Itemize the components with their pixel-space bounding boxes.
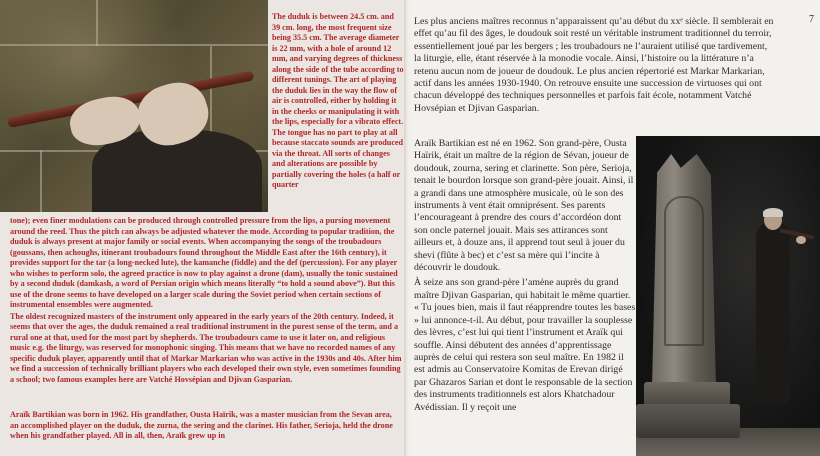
duduk-player-photo — [0, 0, 268, 212]
right-page — [410, 0, 820, 456]
left-page — [0, 0, 408, 456]
page-number: 7 — [809, 14, 814, 25]
duduk-description-continued — [10, 216, 402, 385]
french-paragraph-3: À seize ans son grand-père l’amène auprès du grand maître Djivan Gasparian, qui habitait le même quartier. « Tu joues bien, mais il faut réapprendre toutes les bases » lui annonce-t-il. Au début, pour travailler la souplesse des lèvres, c’est lui qui tient l’instrument et Araïk qui souffle. Ainsi débutent des années d’apprentissage auprès de celui qui restera son seul maître. En 1982 il est admis au Conservatoire Komitas de Erevan dirigé par Ghazaros Sarian et dont le responsable de la section des instruments traditionnels est alors Khatchadour Avédissian. Il y reçoit une — [414, 277, 636, 413]
french-paragraph-1: Les plus anciens maîtres reconnus n’apparaissent qu’au début du xxᵉ siècle. Il semblerait en effet qu’au fil des âges, le doudouk soit resté un véritable instrument traditionnel du terroir, essentiellement joué par les bergers ; les troubadours ne l’auraient utilisé que tardivement, la liturgie, elle, étant réservée à la monodie vocale. Ainsi, l’histoire ou la littérature n’a retenu aucun nom de joueur de doudouk. Le plus ancien répertorié est Markar Markarian, actif dans les années 1930-1940. On retrouve ensuite une succession de virtuoses qui ont chacun développé des techniques personnelles et parfois fait école, notamment Vatché Hovsépian et Djivan Gasparian. — [414, 16, 774, 114]
english-biography-paragraph: Araïk Bartikian was born in 1962. His grandfather, Ousta Haïrik, was a master musician from the Sevan area, an accomplished player on the duduk, the zurna, the sering and the clarinet. His father, Serioja, held the drone when his grandfather played. All in all, then, Araïk grew up in — [10, 410, 393, 440]
duduk-description-sidebar: The duduk is between 24.5 cm. and 39 cm. long, the most frequent size being 35.5 cm. The average diameter is 22 mm, with a hole of around 12 mm, and varying degrees of thickness along the side of the tube according to different tunings. The art of playing the duduk lies in the way the flow of air is controlled, either by holding it in the cheeks or manipulating it with the lips, especially for a vibrato effect. The tongue has no part to play at all because staccato sounds are produced via the throat. All sorts of changes and alterations are possible by partially covering the holes (a half or quarter — [272, 12, 404, 189]
french-paragraph-2: Araïk Bartikian est né en 1962. Son grand-père, Ousta Haïrik, était un maître de la région de Sévan, joueur de doudouk, zourna, sering et clarinette. Son père, Serioja, tenait le bourdon lorsque son grand-père jouait. Ainsi, il a grandi dans une atmosphère musicale, où le son des instruments à vent était omniprésent. Ses parents l’encourageant à prendre des cours d’accordéon dont son oncle paternel jouait. Mais ses attirances sont ailleurs et, à douze ans, il apprend tout seul à jouer du shevi (flûte à bec) et c’est sa mère qui l’incite à découvrir le doudouk. — [414, 138, 634, 274]
english-paragraph-1: tone); even finer modulations can be produced through controlled pressure from the lips, a pursing movement around the reed. Thus the pitch can always be adjusted whatever the mode. According to popular tradition, the duduk is always present at major family or social events. When accompanying the songs of the troubadours (goussans, then achoughs, itinerant troubadours found throughout the Middle East after the 16th century), it provides support for the tar (a long-necked lute), the kamanche (fiddle) and the def (percussion). For any player who wishes to perform solo, the agreed practice is now to play against a drone (dam), usually the tonic sustained by a second duduk (damkash, a word of Persian origin which means literally “to hold a sound above”). But this use of the drone seems to have developed on a larger scale during the Soviet period when certain sections of instrumental ensembles were augmented. — [10, 216, 398, 309]
french-column — [414, 138, 636, 414]
musician-with-stele-photo — [636, 136, 820, 456]
english-paragraph-2: The oldest recognized masters of the instrument only appeared in the early years of the 20th century. Indeed, it seems that over the ages, the duduk remained a real traditional instrument in the purest sense of the term, and a rural one at that, used for the most part by shepherds. The troubadours came to use it later on, and religious music e.g. the liturgy, was reserved for monophonic singing. This means that we have no recorded names of any specific duduk player, apparently until that of Markar Markarian who was active in the 1930s and 40s. After him we find a succession of technically brilliant players who each developed their own style, even sometimes founding a school; two famous examples here are Vatché Hovsépian and Djivan Gasparian. — [10, 311, 402, 384]
